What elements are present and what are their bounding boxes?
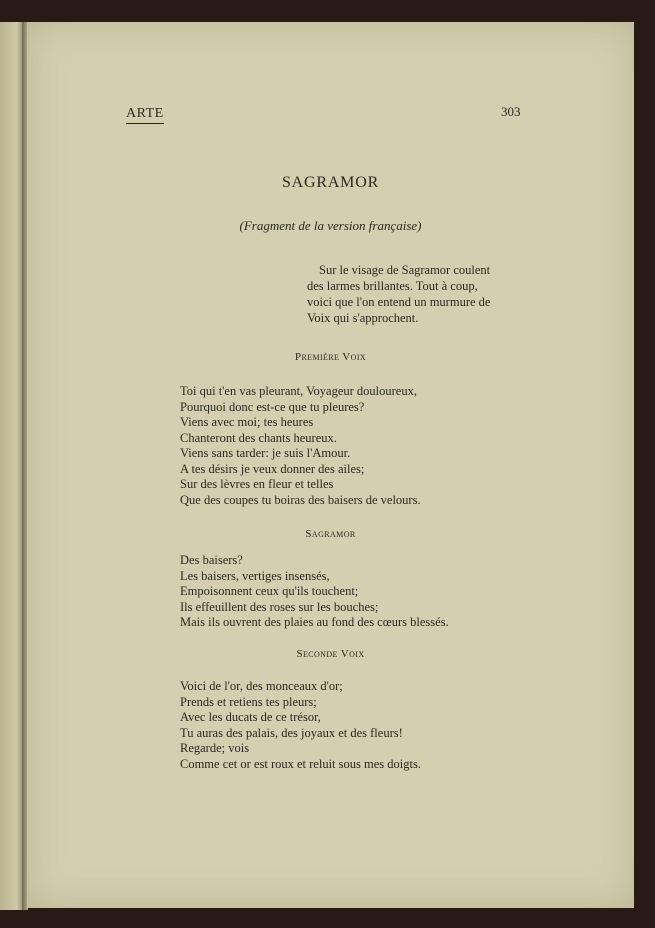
verse-line: Avec les ducats de ce trésor, [180,710,321,724]
verse-line: Des baisers? [180,553,243,567]
verse-line: Ils effeuillent des roses sur les bouches; [180,599,379,614]
poem-title: SAGRAMOR [281,174,380,191]
verse-line: Les baisers, vertiges insensés, [180,568,330,583]
stage-direction-line: voici que l'on entend un murmure de [307,295,491,309]
verse-line: Pourquoi donc est-ce que tu pleures? [180,399,365,414]
stage-direction-line: Voix qui s'approchent. [307,311,419,325]
verse-line: A tes désirs je veux donner des ailes; [180,461,365,476]
running-header: ARTE [126,106,164,124]
verse-line: Regarde; vois [180,741,250,755]
verse-block [180,553,449,631]
speaker-heading: Première Voix [294,351,367,363]
poem-subtitle: (Fragment de la version française) [239,218,422,233]
verse-line: Sur des lèvres en fleur et telles [180,477,334,491]
verse-line: Viens sans tarder: je suis l'Amour. [180,446,351,460]
stage-direction-line: des larmes brillantes. Tout à coup, [307,279,478,293]
verse-line: Mais ils ouvrent des plaies au fond des cœurs blessés. [180,615,449,629]
verse-line: Toi qui t'en vas pleurant, Voyageur douloureux, [180,384,417,398]
verse-block [180,384,421,508]
speaker-heading: Sagramor [305,528,356,540]
verse-line: Chanteront des chants heureux. [180,430,337,445]
verse-line: Comme cet or est roux et reluit sous mes doigts. [180,756,421,771]
verse-line: Viens avec moi; tes heures [180,415,314,429]
page-number: 303 [501,104,521,119]
facing-page-edge [0,22,24,910]
stage-direction-line: Sur le visage de Sagramor coulent [319,263,491,277]
verse-block [180,679,421,772]
verse-line: Prends et retiens tes pleurs; [180,694,317,709]
verse-line: Tu auras des palais, des joyaux et des fleurs! [180,725,403,740]
verse-line: Que des coupes tu boiras des baisers de velours. [180,492,421,507]
speaker-heading: Seconde Voix [296,648,365,660]
stage-direction [307,262,517,326]
verse-line: Voici de l'or, des monceaux d'or; [180,679,343,693]
verse-line: Empoisonnent ceux qu'ils touchent; [180,584,359,598]
book-page [27,22,634,908]
